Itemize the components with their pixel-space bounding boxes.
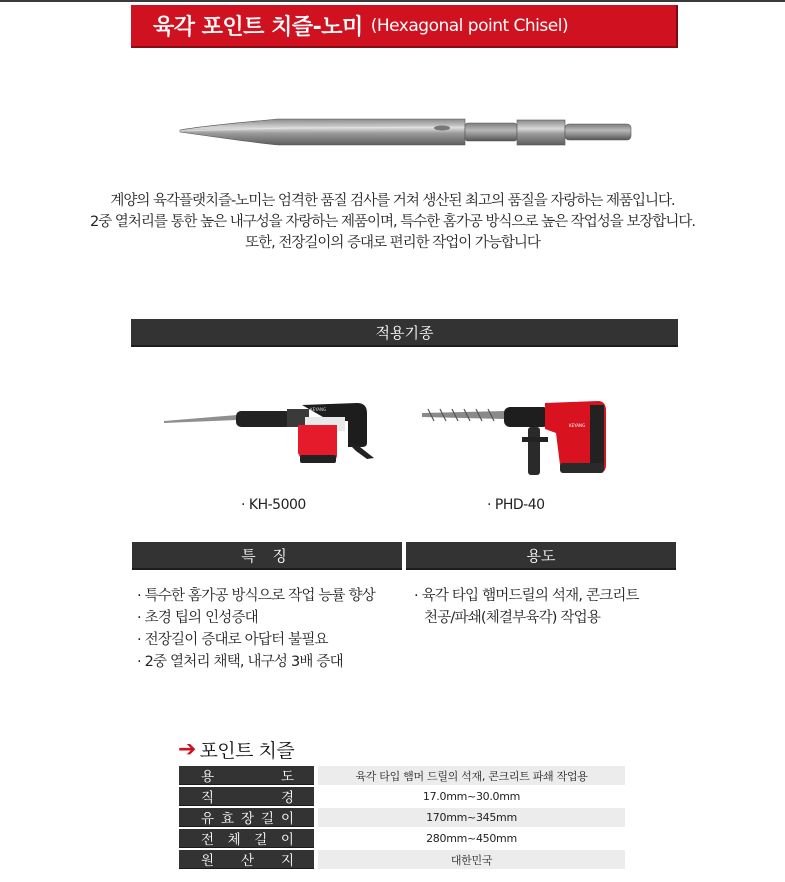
spec-value: 육각 타입 햄머 드릴의 석재, 콘크리트 파쇄 작업용 xyxy=(318,766,625,785)
title-banner xyxy=(131,5,678,48)
spec-row-usage xyxy=(179,766,625,785)
features-list xyxy=(137,585,375,673)
section-header-machines: 적용기종 xyxy=(131,319,678,347)
spec-value: 280mm~450mm xyxy=(318,829,625,848)
svg-text:KEYANG: KEYANG xyxy=(310,407,327,412)
usage-text xyxy=(414,585,639,629)
title-english: (Hexagonal point Chisel) xyxy=(370,15,569,36)
spec-row-origin xyxy=(179,850,625,869)
spec-label: 유 효 장 길 이 xyxy=(179,808,314,827)
spec-title xyxy=(178,736,294,763)
usage-line: · 육각 타입 햄머드릴의 석재, 콘크리트 xyxy=(414,588,639,604)
section-header-features: 특 징 xyxy=(132,542,402,570)
spec-label: 전 체 길 이 xyxy=(179,829,314,848)
feature-item: · 초경 팁의 인성증대 xyxy=(137,610,258,626)
spec-value: 170mm~345mm xyxy=(318,808,625,827)
intro-line: 2중 열처리를 통한 높은 내구성을 자랑하는 제품이며, 특수한 홈가공 방식으로 높은 작업성을 보장합니다. xyxy=(89,214,696,230)
feature-item: · 전장길이 증대로 아답터 불필요 xyxy=(137,632,328,648)
feature-item: · 2중 열처리 채택, 내구성 3배 증대 xyxy=(137,654,343,670)
right-arrow-icon: ➔ xyxy=(178,736,197,762)
spec-value: 17.0mm~30.0mm xyxy=(318,787,625,806)
section-header-usage: 용도 xyxy=(406,542,676,570)
spec-label: 원 산 지 xyxy=(179,850,314,869)
intro-line: 또한, 전장길이의 증대로 편리한 작업이 가능합니다 xyxy=(245,235,540,251)
spec-title-text: 포인트 치즐 xyxy=(199,740,295,762)
spec-row-effective-length xyxy=(179,808,625,827)
tool-label-kh5000: · KH-5000 xyxy=(241,497,306,513)
title-korean: 육각 포인트 치즐-노미 xyxy=(153,15,363,40)
feature-item: · 특수한 홈가공 방식으로 작업 능률 향상 xyxy=(137,588,375,604)
spec-row-total-length xyxy=(179,829,625,848)
svg-text:KEYANG: KEYANG xyxy=(569,423,586,428)
spec-label: 직 경 xyxy=(179,787,314,806)
spec-value: 대한민국 xyxy=(318,850,625,869)
intro-text xyxy=(40,191,745,254)
spec-label: 용 도 xyxy=(179,766,314,785)
spec-row-diameter xyxy=(179,787,625,806)
intro-line: 계양의 육각플랫치즐-노미는 엄격한 품질 검사를 거쳐 생산된 최고의 품질을 자랑하는 제품입니다. xyxy=(110,193,675,209)
tool-label-phd40: · PHD-40 xyxy=(487,497,545,513)
demolition-hammer-image xyxy=(162,385,377,470)
top-rule xyxy=(0,0,785,2)
spec-table xyxy=(179,766,625,871)
chisel-image xyxy=(178,115,633,149)
rotary-hammer-drill-image xyxy=(420,385,610,485)
usage-line: 천공/파쇄(체결부육각) 작업용 xyxy=(424,610,601,626)
